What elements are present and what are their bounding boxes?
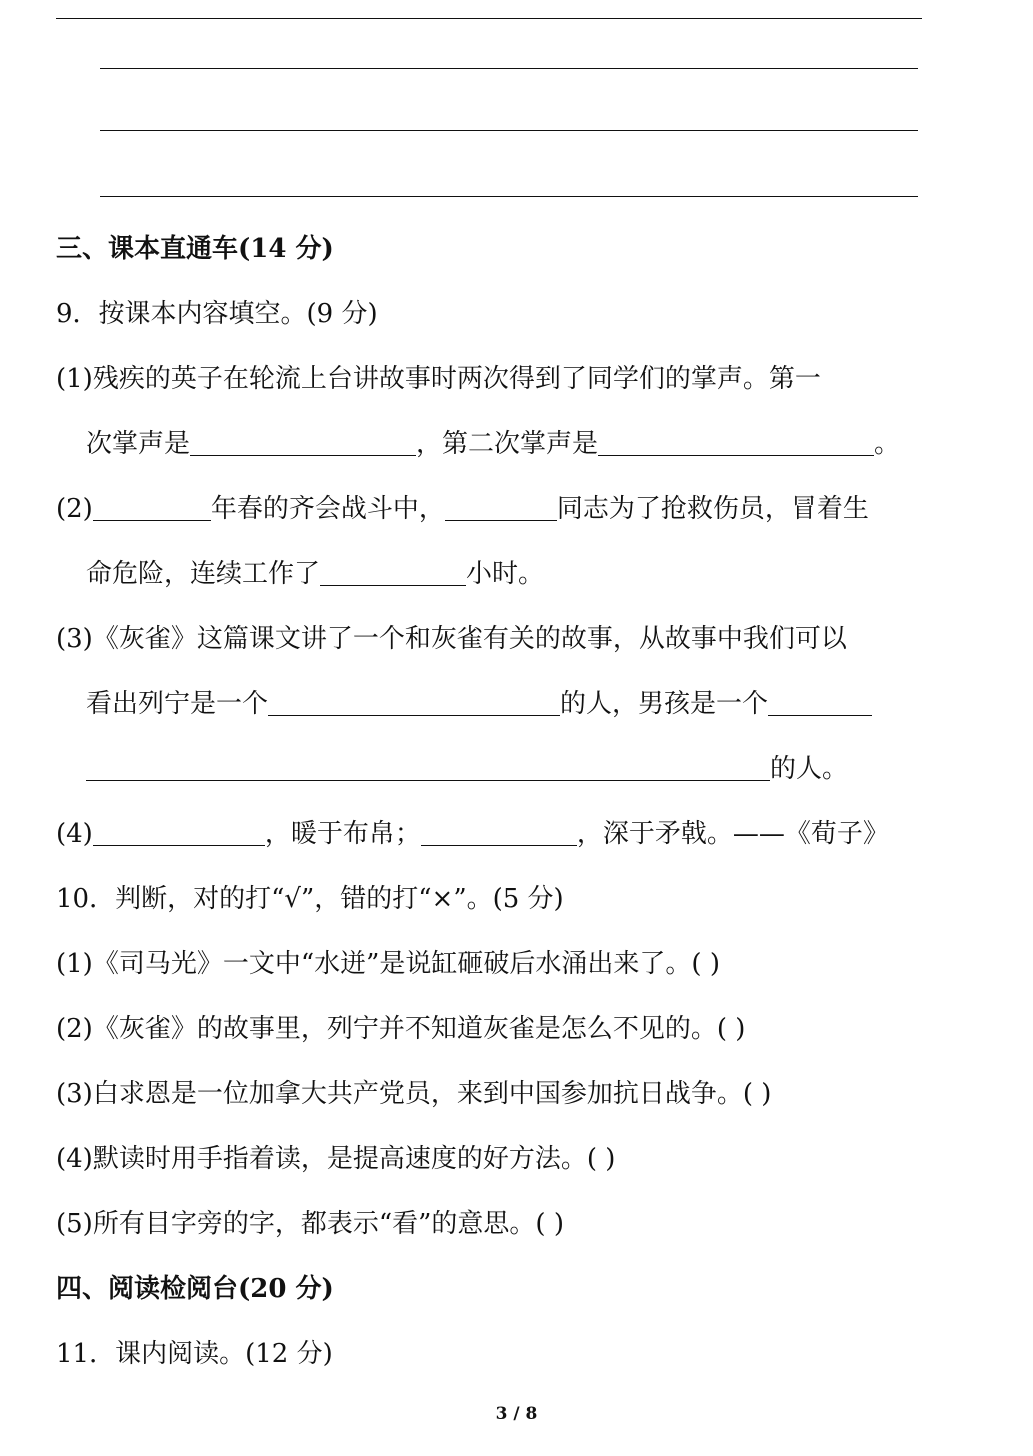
blank-comrade[interactable]	[445, 494, 557, 521]
q9-item-2-line-2	[86, 557, 544, 591]
q9-item-1-line-2	[86, 427, 900, 461]
q9-item-4-text-b: ，暖于布帛；	[264, 819, 421, 849]
q10-item-4-text: (4)默读时用手指着读，是提高速度的好方法。	[56, 1144, 587, 1174]
answer-line-3[interactable]	[100, 130, 918, 131]
blank-lenin-trait[interactable]	[268, 689, 560, 716]
q10-item-5	[56, 1207, 564, 1241]
q9-item-3-text-b: 的人，男孩是一个	[560, 689, 769, 719]
q10-item-2-answer-parens[interactable]: ( )	[716, 1014, 746, 1044]
q9-item-2-text-c: 同志为了抢救伤员，冒着生	[556, 494, 869, 524]
blank-first-applause[interactable]	[190, 429, 416, 456]
q10-item-3-answer-parens[interactable]: ( )	[742, 1079, 772, 1109]
q9-item-1-text-c: 。	[874, 429, 901, 459]
question-9-title: 9．按课本内容填空。(9 分)	[56, 299, 378, 329]
q9-item-1-line-1: (1)残疾的英子在轮流上台讲故事时两次得到了同学们的掌声。第一	[56, 364, 821, 394]
q9-item-3-line-2	[86, 687, 872, 721]
blank-boy-trait-part-2[interactable]	[86, 754, 770, 781]
q9-item-2-text-d: 命危险，连续工作了	[86, 559, 321, 589]
q9-item-3-line-3	[86, 752, 848, 786]
q10-item-5-answer-parens[interactable]: ( )	[535, 1209, 564, 1239]
q10-item-2-text: (2)《灰雀》的故事里，列宁并不知道灰雀是怎么不见的。	[56, 1014, 717, 1044]
section-4-title: 四、阅读检阅台(20 分)	[56, 1274, 334, 1304]
q9-item-4-text-c: ，深于矛戟。——《荀子》	[576, 819, 889, 849]
q9-item-2-text-a: (2)	[56, 494, 93, 524]
q10-item-2	[56, 1012, 745, 1046]
q10-item-1-answer-parens[interactable]: ( )	[691, 949, 720, 979]
q10-item-5-text: (5)所有目字旁的字，都表示“看”的意思。	[56, 1209, 536, 1239]
answer-line-2[interactable]	[100, 68, 918, 69]
page-number: 3 / 8	[495, 1404, 538, 1424]
blank-year[interactable]	[93, 494, 211, 521]
q9-item-3-text-c: 的人。	[770, 754, 849, 784]
q9-item-4-text-a: (4)	[56, 819, 93, 849]
section-3-title: 三、课本直通车(14 分)	[56, 234, 334, 264]
q10-item-3-text: (3)白求恩是一位加拿大共产党员，来到中国参加抗日战争。	[56, 1079, 743, 1109]
question-10-title: 10．判断，对的打“√”，错的打“×”。(5 分)	[56, 884, 564, 914]
question-11-title: 11．课内阅读。(12 分)	[56, 1339, 333, 1369]
blank-second-applause[interactable]	[598, 429, 874, 456]
blank-boy-trait-part-1[interactable]	[768, 689, 872, 716]
q9-item-1-text-a: 次掌声是	[86, 429, 191, 459]
q10-item-4	[56, 1142, 615, 1176]
blank-xunzi-2[interactable]	[421, 819, 577, 846]
q10-item-1-text: (1)《司马光》一文中“水迸”是说缸砸破后水涌出来了。	[56, 949, 692, 979]
answer-line-1[interactable]	[56, 18, 922, 19]
answer-line-4[interactable]	[100, 196, 918, 197]
q9-item-4	[56, 817, 889, 851]
q10-item-4-answer-parens[interactable]: ( )	[586, 1144, 616, 1174]
q9-item-2-text-e: 小时。	[466, 559, 545, 589]
q9-item-3-line-1: (3)《灰雀》这篇课文讲了一个和灰雀有关的故事，从故事中我们可以	[56, 624, 847, 654]
q9-item-2-text-b: 年春的齐会战斗中，	[210, 494, 445, 524]
q9-item-3-text-a: 看出列宁是一个	[86, 689, 269, 719]
q10-item-1	[56, 947, 720, 981]
q10-item-3	[56, 1077, 771, 1111]
blank-hours[interactable]	[320, 559, 466, 586]
q9-item-1-text-b: ，第二次掌声是	[416, 429, 599, 459]
q9-item-2-line-1	[56, 492, 869, 526]
blank-xunzi-1[interactable]	[93, 819, 265, 846]
